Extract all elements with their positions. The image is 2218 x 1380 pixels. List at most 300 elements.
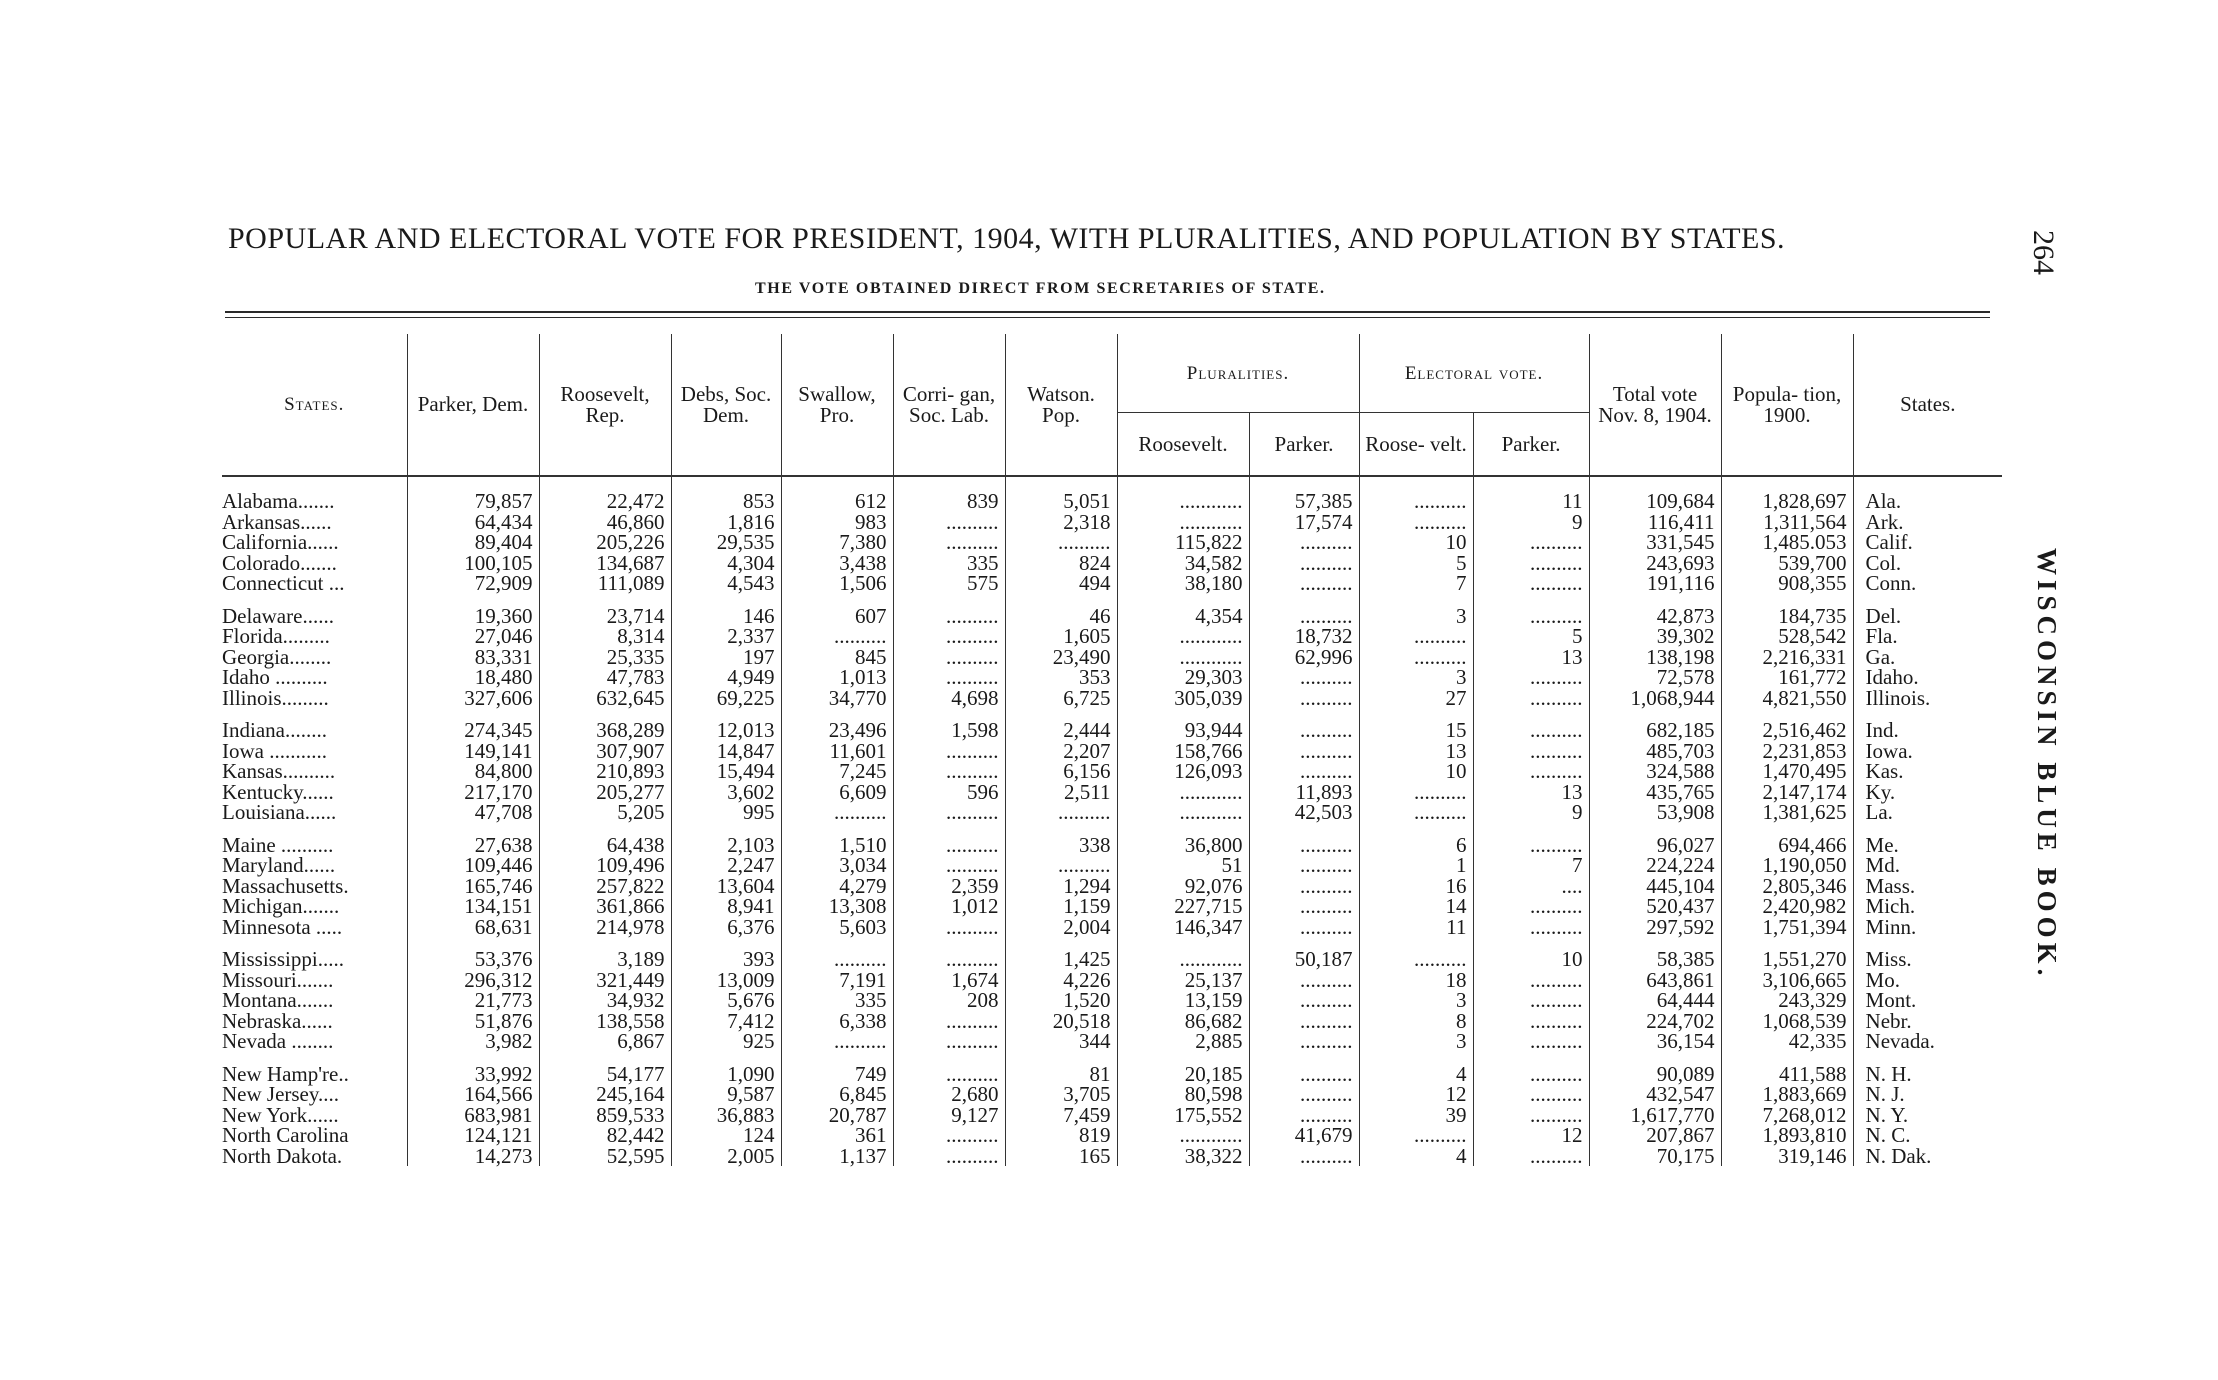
plurality-roosevelt: ............ xyxy=(1117,491,1249,512)
parker-votes: 134,151 xyxy=(407,896,539,917)
electoral-roosevelt: .......... xyxy=(1359,626,1473,647)
plurality-parker: .......... xyxy=(1249,532,1359,553)
table-row xyxy=(222,761,2002,782)
table-row xyxy=(222,720,2002,741)
plurality-parker: .......... xyxy=(1249,667,1359,688)
debs-votes: 124 xyxy=(671,1125,781,1146)
parker-votes: 683,981 xyxy=(407,1105,539,1126)
total-vote: 643,861 xyxy=(1589,970,1721,991)
roosevelt-votes: 5,205 xyxy=(539,802,671,823)
parker-votes: 217,170 xyxy=(407,782,539,803)
table-row xyxy=(222,491,2002,512)
state-abbr: Del. xyxy=(1853,606,2002,627)
double-rule-top xyxy=(225,311,1990,313)
watson-votes: 824 xyxy=(1005,553,1117,574)
watson-votes: 3,705 xyxy=(1005,1084,1117,1105)
electoral-roosevelt: 3 xyxy=(1359,667,1473,688)
parker-votes: 149,141 xyxy=(407,741,539,762)
table-row xyxy=(222,626,2002,647)
corrigan-votes: 839 xyxy=(893,491,1005,512)
corrigan-votes: .......... xyxy=(893,855,1005,876)
plurality-roosevelt: 92,076 xyxy=(1117,876,1249,897)
population: 1,751,394 xyxy=(1721,917,1853,938)
state-name: Idaho .......... xyxy=(222,665,328,689)
plurality-roosevelt: 80,598 xyxy=(1117,1084,1249,1105)
state-abbr: Mich. xyxy=(1853,896,2002,917)
table-row xyxy=(222,741,2002,762)
parker-votes: 84,800 xyxy=(407,761,539,782)
watson-votes: 46 xyxy=(1005,606,1117,627)
population: 7,268,012 xyxy=(1721,1105,1853,1126)
state-name: New Hamp're.. xyxy=(222,1061,349,1086)
swallow-votes: 1,013 xyxy=(781,667,893,688)
state-name: Indiana........ xyxy=(222,718,327,742)
plurality-parker: .......... xyxy=(1249,990,1359,1011)
swallow-votes: 23,496 xyxy=(781,720,893,741)
state-abbr: Ark. xyxy=(1853,512,2002,533)
electoral-parker: .......... xyxy=(1473,741,1589,762)
population: 2,805,346 xyxy=(1721,876,1853,897)
plurality-roosevelt: 126,093 xyxy=(1117,761,1249,782)
roosevelt-votes: 307,907 xyxy=(539,741,671,762)
plurality-parker: 42,503 xyxy=(1249,802,1359,823)
plurality-roosevelt: 38,322 xyxy=(1117,1146,1249,1167)
electoral-parker: .......... xyxy=(1473,720,1589,741)
roosevelt-votes: 47,783 xyxy=(539,667,671,688)
plurality-parker: 18,732 xyxy=(1249,626,1359,647)
corrigan-votes: 1,674 xyxy=(893,970,1005,991)
population: 2,216,331 xyxy=(1721,647,1853,668)
table-row xyxy=(222,802,2002,823)
roosevelt-votes: 361,866 xyxy=(539,896,671,917)
electoral-roosevelt: 16 xyxy=(1359,876,1473,897)
electoral-parker: 12 xyxy=(1473,1125,1589,1146)
plurality-roosevelt: 86,682 xyxy=(1117,1011,1249,1032)
debs-votes: 4,949 xyxy=(671,667,781,688)
swallow-votes: 4,279 xyxy=(781,876,893,897)
electoral-roosevelt: 6 xyxy=(1359,835,1473,856)
total-vote: 485,703 xyxy=(1589,741,1721,762)
plurality-roosevelt: 227,715 xyxy=(1117,896,1249,917)
corrigan-votes: 4,698 xyxy=(893,688,1005,709)
parker-votes: 327,606 xyxy=(407,688,539,709)
state-abbr: Illinois. xyxy=(1853,688,2002,709)
plurality-roosevelt: 2,885 xyxy=(1117,1031,1249,1052)
parker-votes: 3,982 xyxy=(407,1031,539,1052)
electoral-roosevelt: 1 xyxy=(1359,855,1473,876)
electoral-roosevelt: .......... xyxy=(1359,802,1473,823)
parker-votes: 109,446 xyxy=(407,855,539,876)
table-row xyxy=(222,1064,2002,1085)
total-vote: 138,198 xyxy=(1589,647,1721,668)
watson-votes: 1,520 xyxy=(1005,990,1117,1011)
state-name: Florida......... xyxy=(222,624,330,648)
header-watson: Watson. Pop. xyxy=(1005,334,1117,476)
plurality-parker: .......... xyxy=(1249,573,1359,594)
swallow-votes: .......... xyxy=(781,1031,893,1052)
parker-votes: 53,376 xyxy=(407,949,539,970)
state-abbr: Minn. xyxy=(1853,917,2002,938)
total-vote: 243,693 xyxy=(1589,553,1721,574)
table-row xyxy=(222,970,2002,991)
electoral-parker: 10 xyxy=(1473,949,1589,970)
header-parker: Parker, Dem. xyxy=(407,334,539,476)
watson-votes: 2,207 xyxy=(1005,741,1117,762)
plurality-roosevelt: ............ xyxy=(1117,1125,1249,1146)
state-abbr: N. J. xyxy=(1853,1084,2002,1105)
corrigan-votes: .......... xyxy=(893,626,1005,647)
plurality-roosevelt: 305,039 xyxy=(1117,688,1249,709)
corrigan-votes: .......... xyxy=(893,606,1005,627)
header-roosevelt: Roosevelt, Rep. xyxy=(539,334,671,476)
table-row xyxy=(222,1011,2002,1032)
debs-votes: 6,376 xyxy=(671,917,781,938)
debs-votes: 995 xyxy=(671,802,781,823)
roosevelt-votes: 245,164 xyxy=(539,1084,671,1105)
electoral-roosevelt: 7 xyxy=(1359,573,1473,594)
table-row xyxy=(222,647,2002,668)
roosevelt-votes: 210,893 xyxy=(539,761,671,782)
population: 2,516,462 xyxy=(1721,720,1853,741)
parker-votes: 89,404 xyxy=(407,532,539,553)
swallow-votes: .......... xyxy=(781,626,893,647)
electoral-parker: .......... xyxy=(1473,835,1589,856)
electoral-roosevelt: 3 xyxy=(1359,606,1473,627)
electoral-parker: .......... xyxy=(1473,532,1589,553)
table-row xyxy=(222,688,2002,709)
electoral-roosevelt: 12 xyxy=(1359,1084,1473,1105)
plurality-parker: .......... xyxy=(1249,1011,1359,1032)
roosevelt-votes: 22,472 xyxy=(539,491,671,512)
parker-votes: 14,273 xyxy=(407,1146,539,1167)
total-vote: 297,592 xyxy=(1589,917,1721,938)
electoral-parker: .......... xyxy=(1473,1011,1589,1032)
state-name: Delaware...... xyxy=(222,603,334,628)
watson-votes: 1,159 xyxy=(1005,896,1117,917)
watson-votes: 20,518 xyxy=(1005,1011,1117,1032)
swallow-votes: 612 xyxy=(781,491,893,512)
electoral-roosevelt: 10 xyxy=(1359,532,1473,553)
table-row xyxy=(222,512,2002,533)
watson-votes: 23,490 xyxy=(1005,647,1117,668)
plurality-roosevelt: ............ xyxy=(1117,626,1249,647)
debs-votes: 36,883 xyxy=(671,1105,781,1126)
header-swallow: Swallow, Pro. xyxy=(781,334,893,476)
roosevelt-votes: 8,314 xyxy=(539,626,671,647)
total-vote: 331,545 xyxy=(1589,532,1721,553)
state-abbr: Nevada. xyxy=(1853,1031,2002,1052)
population: 1,883,669 xyxy=(1721,1084,1853,1105)
electoral-parker: 7 xyxy=(1473,855,1589,876)
population: 243,329 xyxy=(1721,990,1853,1011)
population: 1,311,564 xyxy=(1721,512,1853,533)
roosevelt-votes: 111,089 xyxy=(539,573,671,594)
swallow-votes: 6,609 xyxy=(781,782,893,803)
roosevelt-votes: 205,277 xyxy=(539,782,671,803)
plurality-parker: .......... xyxy=(1249,1105,1359,1126)
state-name: New Jersey.... xyxy=(222,1082,340,1106)
roosevelt-votes: 54,177 xyxy=(539,1064,671,1085)
state-abbr: Ga. xyxy=(1853,647,2002,668)
parker-votes: 296,312 xyxy=(407,970,539,991)
watson-votes: 494 xyxy=(1005,573,1117,594)
plurality-roosevelt: 25,137 xyxy=(1117,970,1249,991)
population: 2,231,853 xyxy=(1721,741,1853,762)
watson-votes: 4,226 xyxy=(1005,970,1117,991)
debs-votes: 13,604 xyxy=(671,876,781,897)
total-vote: 207,867 xyxy=(1589,1125,1721,1146)
debs-votes: 2,103 xyxy=(671,835,781,856)
state-name: Nebraska...... xyxy=(222,1008,333,1033)
plurality-roosevelt: ............ xyxy=(1117,782,1249,803)
debs-votes: 197 xyxy=(671,647,781,668)
corrigan-votes: .......... xyxy=(893,917,1005,938)
total-vote: 96,027 xyxy=(1589,835,1721,856)
parker-votes: 51,876 xyxy=(407,1011,539,1032)
electoral-roosevelt: .......... xyxy=(1359,782,1473,803)
state-name: Illinois......... xyxy=(222,685,329,710)
plurality-parker: .......... xyxy=(1249,896,1359,917)
plurality-parker: .......... xyxy=(1249,606,1359,627)
electoral-roosevelt: .......... xyxy=(1359,491,1473,512)
state-abbr: N. Y. xyxy=(1853,1105,2002,1126)
state-name: Mississippi..... xyxy=(222,947,344,971)
population: 1,485.053 xyxy=(1721,532,1853,553)
header-total-vote: Total vote Nov. 8, 1904. xyxy=(1589,334,1721,476)
parker-votes: 27,046 xyxy=(407,626,539,647)
watson-votes: 353 xyxy=(1005,667,1117,688)
state-name: Connecticut ... xyxy=(222,571,345,595)
parker-votes: 100,105 xyxy=(407,553,539,574)
state-name: Montana....... xyxy=(222,988,334,1012)
population: 411,588 xyxy=(1721,1064,1853,1085)
state-name: Arkansas...... xyxy=(222,509,332,534)
roosevelt-votes: 82,442 xyxy=(539,1125,671,1146)
header-states-abbr: States. xyxy=(1853,334,2002,476)
table-row xyxy=(222,876,2002,897)
parker-votes: 19,360 xyxy=(407,606,539,627)
corrigan-votes: .......... xyxy=(893,1011,1005,1032)
state-abbr: Col. xyxy=(1853,553,2002,574)
electoral-parker: .......... xyxy=(1473,1084,1589,1105)
page-number: 264 xyxy=(2027,230,2060,275)
total-vote: 90,089 xyxy=(1589,1064,1721,1085)
total-vote: 36,154 xyxy=(1589,1031,1721,1052)
header-corrigan: Corri- gan, Soc. Lab. xyxy=(893,334,1005,476)
plurality-roosevelt: ............ xyxy=(1117,512,1249,533)
state-abbr: Fla. xyxy=(1853,626,2002,647)
swallow-votes: 749 xyxy=(781,1064,893,1085)
plurality-roosevelt: 4,354 xyxy=(1117,606,1249,627)
population: 908,355 xyxy=(1721,573,1853,594)
total-vote: 435,765 xyxy=(1589,782,1721,803)
corrigan-votes: 208 xyxy=(893,990,1005,1011)
roosevelt-votes: 3,189 xyxy=(539,949,671,970)
page-title: POPULAR AND ELECTORAL VOTE FOR PRESIDENT, 1904, WITH PLURALITIES, AND POPULATION BY STATES. xyxy=(228,222,1786,255)
debs-votes: 7,412 xyxy=(671,1011,781,1032)
state-abbr: N. C. xyxy=(1853,1125,2002,1146)
swallow-votes: 845 xyxy=(781,647,893,668)
population: 539,700 xyxy=(1721,553,1853,574)
state-name: Missouri....... xyxy=(222,967,334,992)
state-abbr: Mont. xyxy=(1853,990,2002,1011)
roosevelt-votes: 6,867 xyxy=(539,1031,671,1052)
state-name: Maryland...... xyxy=(222,853,336,877)
total-vote: 432,547 xyxy=(1589,1084,1721,1105)
roosevelt-votes: 109,496 xyxy=(539,855,671,876)
electoral-parker: .......... xyxy=(1473,573,1589,594)
parker-votes: 68,631 xyxy=(407,917,539,938)
electoral-roosevelt: 3 xyxy=(1359,990,1473,1011)
corrigan-votes: .......... xyxy=(893,741,1005,762)
electoral-roosevelt: 11 xyxy=(1359,917,1473,938)
header-states: States. xyxy=(222,334,407,476)
swallow-votes: 13,308 xyxy=(781,896,893,917)
population: 319,146 xyxy=(1721,1146,1853,1167)
debs-votes: 393 xyxy=(671,949,781,970)
roosevelt-votes: 205,226 xyxy=(539,532,671,553)
swallow-votes: 361 xyxy=(781,1125,893,1146)
plurality-roosevelt: 146,347 xyxy=(1117,917,1249,938)
state-name: Colorado....... xyxy=(222,550,337,575)
electoral-parker: .......... xyxy=(1473,917,1589,938)
table-row xyxy=(222,917,2002,938)
plurality-roosevelt: 36,800 xyxy=(1117,835,1249,856)
watson-votes: 81 xyxy=(1005,1064,1117,1085)
watson-votes: 1,605 xyxy=(1005,626,1117,647)
plurality-parker: .......... xyxy=(1249,1031,1359,1052)
electoral-parker: .......... xyxy=(1473,1146,1589,1167)
electoral-roosevelt: 18 xyxy=(1359,970,1473,991)
table-row xyxy=(222,855,2002,876)
electoral-roosevelt: 3 xyxy=(1359,1031,1473,1052)
corrigan-votes: .......... xyxy=(893,1031,1005,1052)
table-row xyxy=(222,606,2002,627)
parker-votes: 83,331 xyxy=(407,647,539,668)
plurality-roosevelt: ............ xyxy=(1117,949,1249,970)
swallow-votes: 20,787 xyxy=(781,1105,893,1126)
debs-votes: 9,587 xyxy=(671,1084,781,1105)
electoral-parker: 9 xyxy=(1473,802,1589,823)
roosevelt-votes: 64,438 xyxy=(539,835,671,856)
corrigan-votes: .......... xyxy=(893,667,1005,688)
electoral-roosevelt: 39 xyxy=(1359,1105,1473,1126)
table-row xyxy=(222,1125,2002,1146)
electoral-parker: .... xyxy=(1473,876,1589,897)
table-row xyxy=(222,835,2002,856)
debs-votes: 13,009 xyxy=(671,970,781,991)
swallow-votes: 7,191 xyxy=(781,970,893,991)
table-row xyxy=(222,1031,2002,1052)
electoral-roosevelt: 13 xyxy=(1359,741,1473,762)
table-row xyxy=(222,949,2002,970)
plurality-parker: 17,574 xyxy=(1249,512,1359,533)
plurality-roosevelt: 13,159 xyxy=(1117,990,1249,1011)
watson-votes: .......... xyxy=(1005,855,1117,876)
state-name: Minnesota ..... xyxy=(222,914,343,939)
state-abbr: Md. xyxy=(1853,855,2002,876)
population: 2,420,982 xyxy=(1721,896,1853,917)
swallow-votes: 983 xyxy=(781,512,893,533)
total-vote: 64,444 xyxy=(1589,990,1721,1011)
state-name: Kansas.......... xyxy=(222,759,336,783)
plurality-roosevelt: ............ xyxy=(1117,802,1249,823)
population: 1,893,810 xyxy=(1721,1125,1853,1146)
population: 1,381,625 xyxy=(1721,802,1853,823)
total-vote: 72,578 xyxy=(1589,667,1721,688)
plurality-parker: .......... xyxy=(1249,835,1359,856)
watson-votes: 2,318 xyxy=(1005,512,1117,533)
electoral-parker: .......... xyxy=(1473,667,1589,688)
parker-votes: 64,434 xyxy=(407,512,539,533)
corrigan-votes: .......... xyxy=(893,1125,1005,1146)
swallow-votes: .......... xyxy=(781,802,893,823)
plurality-parker: .......... xyxy=(1249,876,1359,897)
electoral-parker: 5 xyxy=(1473,626,1589,647)
roosevelt-votes: 632,645 xyxy=(539,688,671,709)
corrigan-votes: 1,598 xyxy=(893,720,1005,741)
electoral-parker: 13 xyxy=(1473,782,1589,803)
swallow-votes: 1,506 xyxy=(781,573,893,594)
population: 2,147,174 xyxy=(1721,782,1853,803)
total-vote: 116,411 xyxy=(1589,512,1721,533)
total-vote: 682,185 xyxy=(1589,720,1721,741)
corrigan-votes: .......... xyxy=(893,512,1005,533)
parker-votes: 33,992 xyxy=(407,1064,539,1085)
electoral-roosevelt: .......... xyxy=(1359,647,1473,668)
swallow-votes: 6,845 xyxy=(781,1084,893,1105)
corrigan-votes: 335 xyxy=(893,553,1005,574)
watson-votes: 6,156 xyxy=(1005,761,1117,782)
population: 4,821,550 xyxy=(1721,688,1853,709)
state-abbr: Ind. xyxy=(1853,720,2002,741)
electoral-roosevelt: 8 xyxy=(1359,1011,1473,1032)
header-electoral-parker: Parker. xyxy=(1473,413,1589,477)
electoral-roosevelt: 27 xyxy=(1359,688,1473,709)
state-abbr: Nebr. xyxy=(1853,1011,2002,1032)
state-name: Michigan....... xyxy=(222,894,340,918)
electoral-parker: .......... xyxy=(1473,761,1589,782)
watson-votes: 5,051 xyxy=(1005,491,1117,512)
header-pluralities: Pluralities. xyxy=(1117,334,1359,413)
electoral-parker: .......... xyxy=(1473,896,1589,917)
total-vote: 58,385 xyxy=(1589,949,1721,970)
roosevelt-votes: 25,335 xyxy=(539,647,671,668)
swallow-votes: 34,770 xyxy=(781,688,893,709)
total-vote: 191,116 xyxy=(1589,573,1721,594)
plurality-parker: .......... xyxy=(1249,917,1359,938)
total-vote: 224,224 xyxy=(1589,855,1721,876)
roosevelt-votes: 134,687 xyxy=(539,553,671,574)
watson-votes: 6,725 xyxy=(1005,688,1117,709)
total-vote: 53,908 xyxy=(1589,802,1721,823)
plurality-parker: .......... xyxy=(1249,970,1359,991)
population: 1,828,697 xyxy=(1721,491,1853,512)
state-abbr: Kas. xyxy=(1853,761,2002,782)
roosevelt-votes: 23,714 xyxy=(539,606,671,627)
swallow-votes: 7,245 xyxy=(781,761,893,782)
state-name: Nevada ........ xyxy=(222,1029,334,1053)
parker-votes: 274,345 xyxy=(407,720,539,741)
electoral-parker: .......... xyxy=(1473,553,1589,574)
watson-votes: .......... xyxy=(1005,802,1117,823)
roosevelt-votes: 46,860 xyxy=(539,512,671,533)
state-abbr: N. H. xyxy=(1853,1064,2002,1085)
swallow-votes: .......... xyxy=(781,949,893,970)
corrigan-votes: 575 xyxy=(893,573,1005,594)
parker-votes: 21,773 xyxy=(407,990,539,1011)
corrigan-votes: .......... xyxy=(893,761,1005,782)
